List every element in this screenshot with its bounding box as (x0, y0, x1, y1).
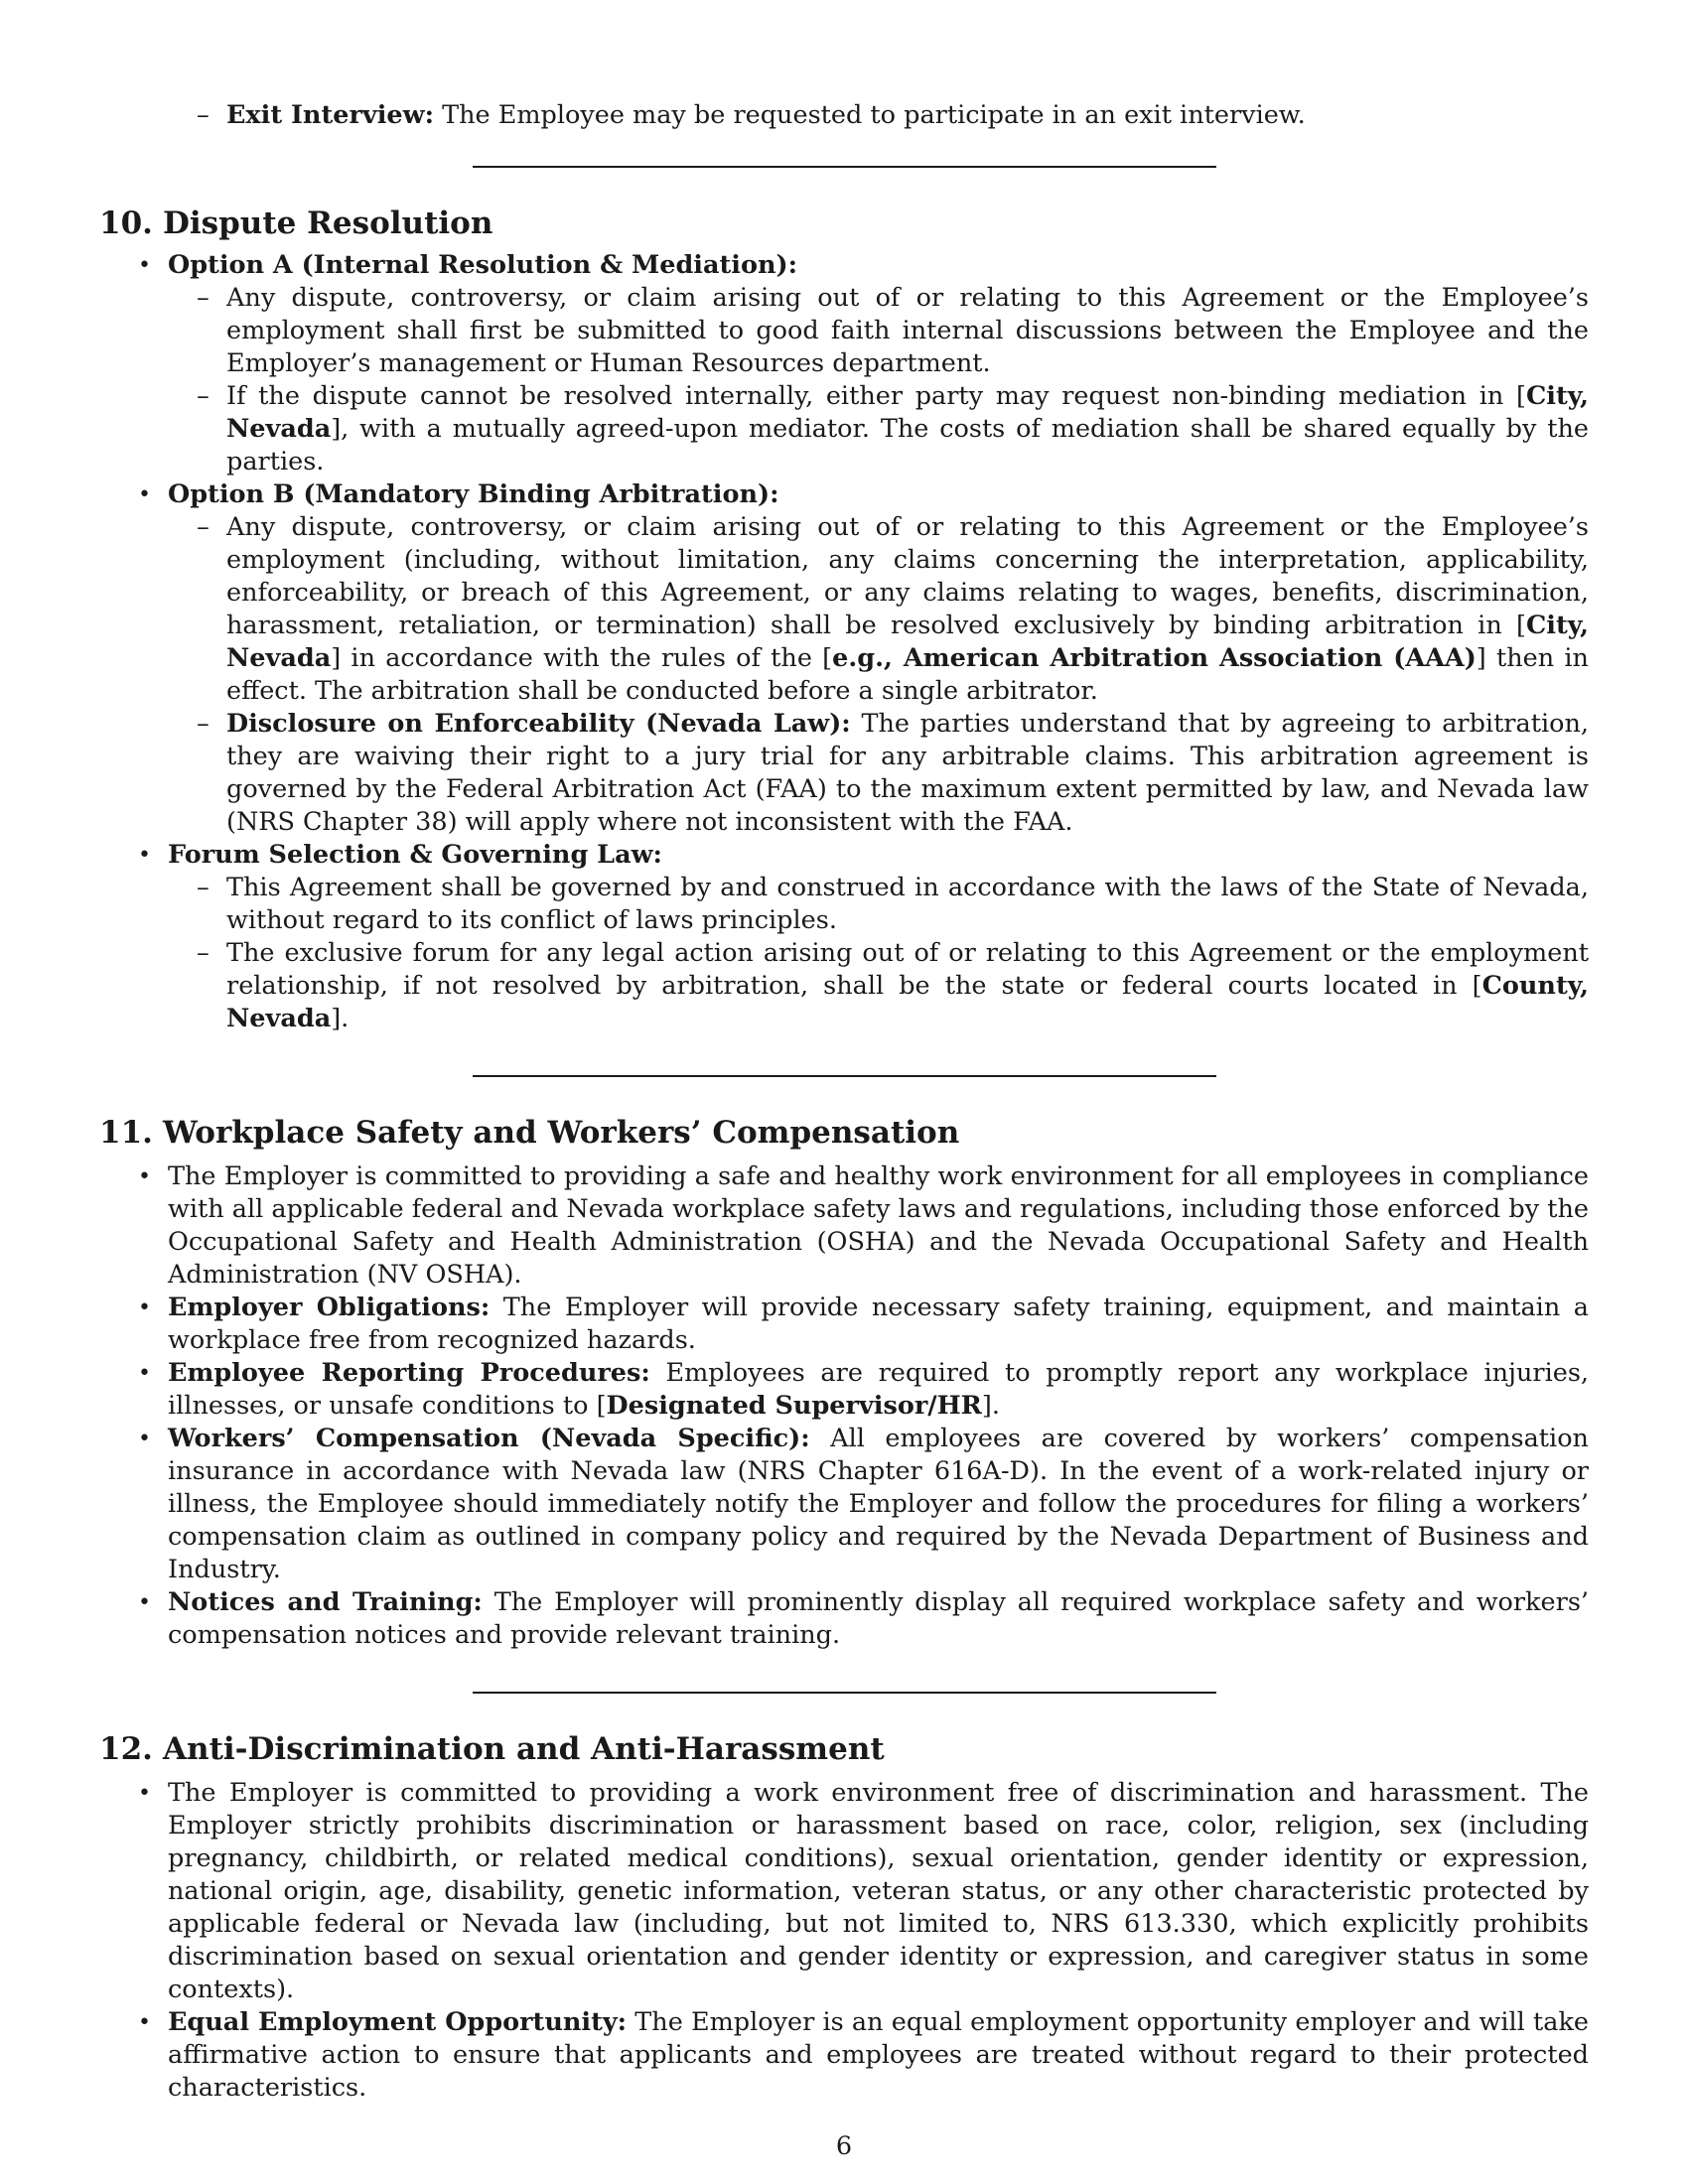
supervisor-placeholder: Designated Supervisor/HR (606, 1391, 982, 1421)
option-b-subitem-1-text-e: ] then in effect. The arbitration shall be conducted before a single arbitrator. (226, 643, 1589, 706)
option-a-item (138, 249, 1589, 478)
anti-discrimination-text: The Employer is committed to providing a work environment free of discrimination and harassment. The Employer strictly prohibits discrimination or harassment based on race, color, religion, sex (including pregnancy, childbirth, or related medical conditions), sexual orientation, gender identity or expression, national origin, age, disability, genetic information, veteran status, or any other characteristic protected by applicable federal or Nevada law (including, but not limited to, NRS 613.330, which explicitly prohibits discrimination based on sexual orientation and gender identity or expression, and caregiver status in some contexts). (168, 1778, 1589, 2004)
section-divider (473, 1692, 1216, 1694)
arbitration-rules-placeholder: e.g., American Arbitration Association (AAA) (832, 643, 1477, 673)
option-b-subitem-1-text-c: ] in accordance with the rules of the [ (331, 643, 833, 673)
option-a-subitem-2-text-a: If the dispute cannot be resolved internally, either party may request non-binding mediation in [ (226, 381, 1526, 411)
employer-obligations-item (138, 1292, 1589, 1357)
section-12-number: 12. (99, 1731, 153, 1767)
section-12-title: Anti-Discrimination and Anti-Harassment (163, 1731, 885, 1767)
reporting-procedures-text-c: ]. (981, 1391, 1000, 1421)
exit-interview-item (197, 99, 1589, 132)
anti-discrimination-item (138, 1777, 1589, 2006)
eeo-item (138, 2006, 1589, 2105)
workers-comp-label: Workers’ Compensation (Nevada Specific): (168, 1424, 810, 1453)
dash-marker: – (197, 938, 210, 968)
bullet-marker: • (138, 1361, 151, 1386)
safety-commitment-item (138, 1160, 1589, 1292)
section-10-heading (99, 204, 1589, 243)
section-divider (473, 166, 1216, 168)
dash-marker: – (197, 512, 210, 542)
eeo-label: Equal Employment Opportunity: (168, 2007, 628, 2037)
section-10-number: 10. (99, 205, 153, 241)
page-number: 6 (835, 2131, 853, 2161)
section-11-title: Workplace Safety and Workers’ Compensation (163, 1115, 960, 1151)
forum-subitem-1 (197, 872, 1589, 937)
forum-subitem-2-text-a: The exclusive forum for any legal action arising out of or relating to this Agreement or the employment relationship, if not resolved by arbitration, shall be the state or federal courts located in [ (226, 938, 1589, 1001)
option-b-subitem-2 (197, 708, 1589, 839)
reporting-procedures-item (138, 1357, 1590, 1423)
bullet-marker: • (138, 1781, 151, 1806)
enforceability-label: Disclosure on Enforceability (Nevada Law): (226, 709, 851, 739)
option-b-subitem-1-text-a: Any dispute, controversy, or claim arising out of or relating to this Agreement or the Employee’s employment (including, without limitation, any claims concerning the interpretation, applicability, enforceability, or breach of this Agreement, or any claims relating to wages, benefits, discrimination, harassment, retaliation, or termination) shall be resolved exclusively by binding arbitration in [ (226, 512, 1589, 640)
bullet-marker: • (138, 482, 151, 507)
option-a-label: Option A (Internal Resolution & Mediation): (168, 250, 797, 280)
exit-interview-label: Exit Interview: (226, 100, 434, 130)
bullet-marker: • (138, 1427, 151, 1451)
option-a-subitem-2 (197, 380, 1589, 478)
option-b-label: Option B (Mandatory Binding Arbitration): (168, 479, 779, 509)
option-a-subitem-1-text: Any dispute, controversy, or claim arising out of or relating to this Agreement or the Employee’s employment shall first be submitted to good faith internal discussions between the Employee and the Employer’s management or Human Resources department. (226, 283, 1589, 378)
section-12-heading (99, 1729, 1589, 1769)
dash-marker: – (197, 100, 210, 130)
dash-marker: – (197, 873, 210, 902)
bullet-marker: • (138, 1296, 151, 1320)
option-b-subitem-1 (197, 511, 1589, 708)
notices-training-label: Notices and Training: (168, 1587, 483, 1617)
section-10-title: Dispute Resolution (163, 205, 493, 241)
dash-marker: – (197, 381, 210, 411)
enforceability-text: The parties understand that by agreeing to arbitration, they are waiving their right to a jury trial for any arbitrable claims. This arbitration agreement is governed by the Federal Arbitration Act (FAA) to the maximum extent permitted by law, and Nevada law (NRS Chapter 38) will apply where not inconsistent with the FAA. (226, 709, 1589, 837)
forum-subitem-2-text-c: ]. (331, 1004, 350, 1033)
workers-comp-item (138, 1423, 1589, 1586)
bullet-marker: • (138, 843, 151, 868)
option-a-subitem-2-text-c: ], with a mutually agreed-upon mediator. The costs of mediation shall be shared equally by the parties. (226, 414, 1589, 477)
employer-obligations-text: The Employer will provide necessary safety training, equipment, and maintain a workplace free from recognized hazards. (168, 1293, 1589, 1355)
section-divider (473, 1075, 1216, 1077)
bullet-marker: • (138, 1164, 151, 1189)
document-page (99, 99, 1589, 2105)
exit-interview-text: The Employee may be requested to participate in an exit interview. (433, 100, 1306, 130)
reporting-procedures-text-a: Employees are required to promptly report any workplace injuries, illnesses, or unsafe conditions to [ (168, 1358, 1590, 1421)
section-11-heading (99, 1113, 1589, 1153)
notices-training-text: The Employer will prominently display all required workplace safety and workers’ compensation notices and provide relevant training. (168, 1587, 1590, 1650)
option-b-item (138, 478, 1589, 839)
safety-commitment-text: The Employer is committed to providing a safe and healthy work environment for all employees in compliance with all applicable federal and Nevada workplace safety laws and regulations, including those enforced by the Occupational Safety and Health Administration (OSHA) and the Nevada Occupational Safety and Health Administration (NV OSHA). (168, 1161, 1589, 1290)
notices-training-item (138, 1586, 1590, 1652)
dash-marker: – (197, 709, 210, 739)
dash-marker: – (197, 283, 210, 313)
bullet-marker: • (138, 2010, 151, 2035)
bullet-marker: • (138, 1590, 151, 1615)
workers-comp-text: All employees are covered by workers’ compensation insurance in accordance with Nevada law (NRS Chapter 616A-D). In the event of a work-related injury or illness, the Employee should immediately notify the Employer and follow the procedures for filing a workers’ compensation claim as outlined in company policy and required by the Nevada Department of Business and Industry. (168, 1424, 1589, 1584)
city-placeholder: City, Nevada (226, 381, 1589, 444)
city-placeholder: City, Nevada (226, 611, 1589, 673)
county-placeholder: County, Nevada (226, 971, 1589, 1033)
forum-subitem-2 (197, 937, 1589, 1035)
eeo-text: The Employer is an equal employment opportunity employer and will take affirmative action to ensure that applicants and employees are treated without regard to their protected characteristics. (168, 2007, 1589, 2103)
section-11-number: 11. (99, 1115, 153, 1151)
forum-subitem-1-text: This Agreement shall be governed by and construed in accordance with the laws of the State of Nevada, without regard to its conflict of laws principles. (226, 873, 1589, 935)
bullet-marker: • (138, 253, 151, 278)
employer-obligations-label: Employer Obligations: (168, 1293, 491, 1322)
option-a-subitem-1 (197, 282, 1589, 380)
forum-selection-label: Forum Selection & Governing Law: (168, 840, 662, 870)
forum-selection-item (138, 839, 1589, 1035)
reporting-procedures-label: Employee Reporting Procedures: (168, 1358, 650, 1388)
